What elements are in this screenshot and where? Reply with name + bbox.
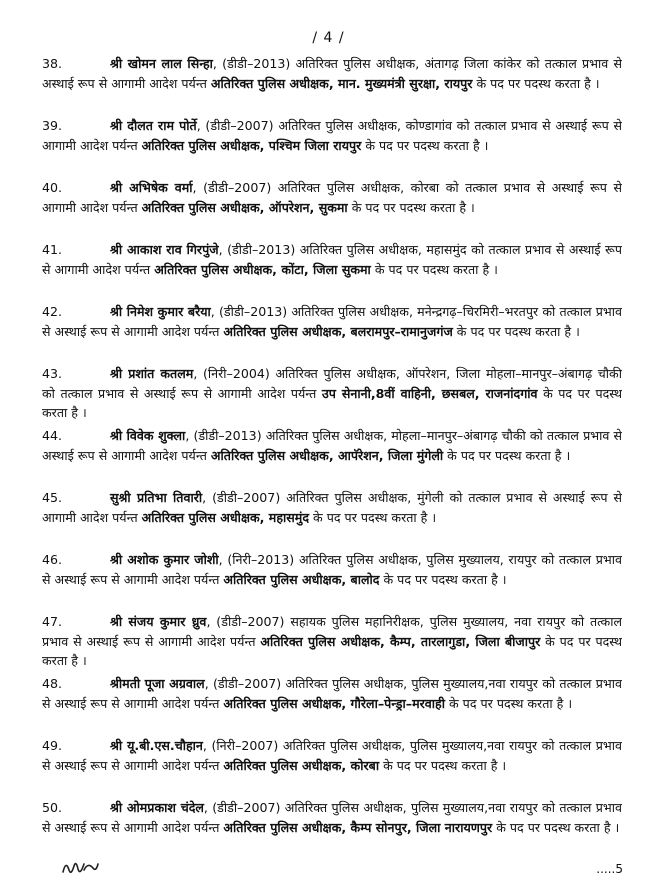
entry-detail: , (डीडी–2013) अतिरिक्त पुलिस अधीक्षक, मोहला–मानपुर–अंबागढ़ चौकी को तत्काल प्रभाव से अस्थाई रूप से आगामी आदेश पर्यन्त bbox=[42, 428, 622, 463]
entry-tail: के पद पर पदस्थ करता है । bbox=[472, 75, 600, 91]
officer-name: श्रीमती पूजा अग्रवाल bbox=[110, 676, 205, 691]
officer-name: श्री विवेक शुक्ला bbox=[110, 428, 186, 443]
officer-name: श्री आकाश राव गिरपुंजे bbox=[110, 242, 219, 257]
officer-name: श्री संजय कुमार ध्रुव bbox=[110, 614, 207, 629]
officer-name: श्री अभिषेक वर्मा bbox=[110, 180, 193, 195]
entry-detail: , (डीडी–2013) अतिरिक्त पुलिस अधीक्षक, अंतागढ़ जिला कांकेर को तत्काल प्रभाव से अस्थाई रूप से आगामी आदेश पर्यन्त bbox=[42, 56, 622, 91]
entry-44 bbox=[42, 426, 622, 488]
entry-tail: के पद पर पदस्थ करता है । bbox=[445, 695, 573, 711]
entry-tail: के पद पर पदस्थ करता है । bbox=[42, 633, 622, 669]
entry-tail: के पद पर पदस्थ करता है । bbox=[42, 385, 622, 421]
entry-tail: के पद पर पदस्थ करता है । bbox=[379, 571, 507, 587]
entry-detail: , (डीडी–2007) अतिरिक्त पुलिस अधीक्षक, पुलिस मुख्यालय,नवा रायपुर को तत्काल प्रभाव से अस्थाई रूप से आगामी आदेश पर्यन्त bbox=[42, 676, 622, 711]
officer-name: श्री प्रशांत कतलम bbox=[110, 366, 194, 381]
new-post: अतिरिक्त पुलिस अधीक्षक, महासमुंद bbox=[141, 509, 310, 525]
entry-41 bbox=[42, 240, 622, 302]
entry-45 bbox=[42, 488, 622, 550]
officer-name: श्री अशोक कुमार जोशी bbox=[110, 552, 219, 567]
entry-number: 49. bbox=[42, 738, 63, 753]
entry-detail: , (निरी–2013) अतिरिक्त पुलिस अधीक्षक, पुलिस मुख्यालय, रायपुर को तत्काल प्रभाव से अस्थाई रूप से आगामी आदेश पर्यन्त bbox=[42, 552, 622, 587]
continued-page-marker: .....5 bbox=[596, 862, 623, 876]
entry-49 bbox=[42, 736, 622, 798]
new-post: अतिरिक्त पुलिस अधीक्षक, कैम्प सोनपुर, जिला नारायणपुर bbox=[223, 819, 493, 835]
entry-detail: , (निरी–2007) अतिरिक्त पुलिस अधीक्षक, पुलिस मुख्यालय,नवा रायपुर को तत्काल प्रभाव से अस्थाई रूप से आगामी आदेश पर्यन्त bbox=[42, 738, 622, 773]
entry-tail: के पद पर पदस्थ करता है । bbox=[370, 261, 498, 277]
entry-tail: के पद पर पदस्थ करता है । bbox=[361, 137, 489, 153]
entry-43 bbox=[42, 364, 622, 426]
entry-number: 45. bbox=[42, 490, 63, 505]
new-post: अतिरिक्त पुलिस अधीक्षक, कोरबा bbox=[223, 757, 380, 773]
entry-detail: , (डीडी–2007) सहायक पुलिस महानिरीक्षक, पुलिस मुख्यालय, नवा रायपुर को तत्काल प्रभाव से अस्थाई रूप से आगामी आदेश पर्यन्त bbox=[42, 614, 622, 649]
entry-detail: , (डीडी–2007) अतिरिक्त पुलिस अधीक्षक, कोरबा को तत्काल प्रभाव से अस्थाई रूप से आगामी आदेश पर्यन्त bbox=[42, 180, 622, 215]
new-post: अतिरिक्त पुलिस अधीक्षक, गौरेला–पेन्ड्रा–मरवाही bbox=[223, 695, 445, 711]
entry-number: 38. bbox=[42, 56, 63, 71]
officer-name: श्री खोमन लाल सिन्हा bbox=[110, 56, 213, 71]
entry-tail: के पद पर पदस्थ करता है । bbox=[452, 323, 580, 339]
new-post: अतिरिक्त पुलिस अधीक्षक, मान. मुख्यमंत्री सुरक्षा, रायपुर bbox=[210, 75, 473, 91]
entry-tail: के पद पर पदस्थ करता है । bbox=[309, 509, 437, 525]
officer-name: श्री निमेश कुमार बरैया bbox=[110, 304, 211, 319]
entry-number: 41. bbox=[42, 242, 63, 257]
entry-detail: , (डीडी–2013) अतिरिक्त पुलिस अधीक्षक, मनेन्द्रगढ़–चिरमिरी–भरतपुर को तत्काल प्रभाव से अस्थाई रूप से आगामी आदेश पर्यन्त bbox=[42, 304, 622, 339]
new-post: अतिरिक्त पुलिस अधीक्षक, ऑपरेशन, सुकमा bbox=[141, 199, 348, 215]
posting-order-list bbox=[42, 54, 622, 860]
entry-number: 50. bbox=[42, 800, 63, 815]
entry-number: 40. bbox=[42, 180, 63, 195]
entry-number: 48. bbox=[42, 676, 63, 691]
entry-47 bbox=[42, 612, 622, 674]
entry-number: 42. bbox=[42, 304, 63, 319]
officer-name: श्री दौलत राम पोर्ते bbox=[110, 118, 197, 133]
entry-50 bbox=[42, 798, 622, 860]
entry-number: 47. bbox=[42, 614, 63, 629]
entry-tail: के पद पर पदस्थ करता है । bbox=[443, 447, 571, 463]
entry-48 bbox=[42, 674, 622, 736]
officer-name: श्री ओमप्रकाश चंदेल bbox=[110, 800, 204, 815]
new-post: अतिरिक्त पुलिस अधीक्षक, बलरामपुर–रामानुजगंज bbox=[223, 323, 453, 339]
new-post: अतिरिक्त पुलिस अधीक्षक, पश्चिम जिला रायपुर bbox=[141, 137, 362, 153]
entry-46 bbox=[42, 550, 622, 612]
entry-number: 43. bbox=[42, 366, 63, 381]
entry-detail: , (डीडी–2013) अतिरिक्त पुलिस अधीक्षक, महासमुंद को तत्काल प्रभाव से अस्थाई रूप से आगामी आदेश पर्यन्त bbox=[42, 242, 622, 277]
officer-name: सुश्री प्रतिभा तिवारी bbox=[110, 490, 203, 505]
new-post: अतिरिक्त पुलिस अधीक्षक, कैम्प, तारलागुडा, जिला बीजापुर bbox=[260, 633, 541, 649]
entry-40 bbox=[42, 178, 622, 240]
entry-42 bbox=[42, 302, 622, 364]
entry-tail: के पद पर पदस्थ करता है । bbox=[347, 199, 475, 215]
entry-detail: , (डीडी–2007) अतिरिक्त पुलिस अधीक्षक, पुलिस मुख्यालय,नवा रायपुर को तत्काल प्रभाव से अस्थाई रूप से आगामी आदेश पर्यन्त bbox=[42, 800, 622, 835]
page-number: / 4 / bbox=[312, 30, 345, 46]
entry-number: 39. bbox=[42, 118, 63, 133]
entry-tail: के पद पर पदस्थ करता है । bbox=[379, 757, 507, 773]
entry-detail: , (निरी–2004) अतिरिक्त पुलिस अधीक्षक, ऑपरेशन, जिला मोहला–मानपुर–अंबागढ़ चौकी को तत्काल प्रभाव से अस्थाई रूप से आगामी आदेश पर्यन्त bbox=[42, 366, 622, 401]
entry-38 bbox=[42, 54, 622, 116]
entry-number: 44. bbox=[42, 428, 63, 443]
new-post: अतिरिक्त पुलिस अधीक्षक, आपॅरेशन, जिला मुंगेली bbox=[210, 447, 444, 463]
entry-39 bbox=[42, 116, 622, 178]
new-post: अतिरिक्त पुलिस अधीक्षक, बालोद bbox=[223, 571, 380, 587]
new-post: उप सेनानी,8वीं वाहिनी, छसबल, राजनांदगांव bbox=[321, 385, 538, 401]
entry-detail: , (डीडी–2007) अतिरिक्त पुलिस अधीक्षक, मुंगेली को तत्काल प्रभाव से अस्थाई रूप से आगामी आदेश पर्यन्त bbox=[42, 490, 622, 525]
entry-tail: के पद पर पदस्थ करता है । bbox=[492, 819, 620, 835]
officer-name: श्री यू.बी.एस.चौहान bbox=[110, 738, 203, 753]
entry-number: 46. bbox=[42, 552, 63, 567]
new-post: अतिरिक्त पुलिस अधीक्षक, कोंटा, जिला सुकमा bbox=[154, 261, 371, 277]
initials-signature bbox=[60, 854, 100, 880]
entry-detail: , (डीडी–2007) अतिरिक्त पुलिस अधीक्षक, कोण्डागांव को तत्काल प्रभाव से अस्थाई रूप से आगामी आदेश पर्यन्त bbox=[42, 118, 622, 153]
